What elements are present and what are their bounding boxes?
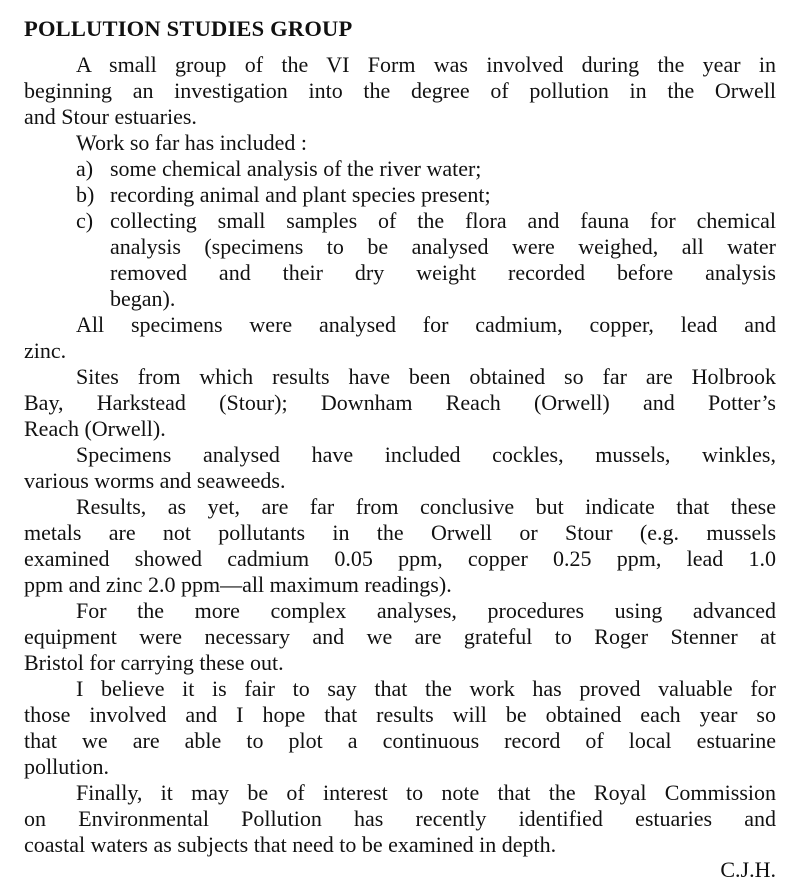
paragraph-sites-line-2: Bay, Harkstead (Stour); Downham Reach (Orwell) and Potter’s: [24, 390, 776, 415]
author-signature: C.J.H.: [720, 857, 776, 882]
list-item-a-text: some chemical analysis of the river water;: [110, 156, 482, 181]
list-item-c-line-4: began).: [110, 286, 176, 311]
paragraph-specimens-line-2: various worms and seaweeds.: [24, 468, 286, 493]
paragraph-1-line-3: and Stour estuaries.: [24, 104, 197, 129]
paragraph-valuable-line-2: those involved and I hope that results will be obtained each year so: [24, 702, 776, 727]
paragraph-results-line-2: metals are not pollutants in the Orwell or Stour (e.g. mussels: [24, 520, 776, 545]
list-item-c-label: c): [76, 208, 94, 233]
paragraph-sites-line-3: Reach (Orwell).: [24, 416, 166, 441]
article-title: POLLUTION STUDIES GROUP: [24, 16, 353, 41]
list-item-b-label: b): [76, 182, 95, 207]
list-item-c-line-3: removed and their dry weight recorded before analysis: [110, 260, 776, 285]
list-item-c-line-2: analysis (specimens to be analysed were weighed, all water: [110, 234, 776, 259]
paragraph-1-line-1: A small group of the VI Form was involved during the year in: [76, 52, 776, 77]
list-item-b: [76, 182, 776, 208]
list-item-a: [76, 156, 776, 182]
list-intro: Work so far has included :: [76, 130, 307, 155]
paragraph-finally-line-2: on Environmental Pollution has recently identified estuaries and: [24, 806, 776, 831]
paragraph-analyses-line-1: For the more complex analyses, procedures using advanced: [76, 598, 776, 623]
paragraph-results-line-4: ppm and zinc 2.0 ppm—all maximum readings).: [24, 572, 452, 597]
paragraph-sites-line-1: Sites from which results have been obtained so far are Holbrook: [76, 364, 776, 389]
paragraph-analyses-line-2: equipment were necessary and we are grateful to Roger Stenner at: [24, 624, 776, 649]
paragraph-1-line-2: beginning an investigation into the degree of pollution in the Orwell: [24, 78, 776, 103]
paragraph-results-line-3: examined showed cadmium 0.05 ppm, copper 0.25 ppm, lead 1.0: [24, 546, 776, 571]
paragraph-metals-line-2: zinc.: [24, 338, 67, 363]
paragraph-metals-line-1: All specimens were analysed for cadmium, copper, lead and: [76, 312, 776, 337]
paragraph-analyses-line-3: Bristol for carrying these out.: [24, 650, 284, 675]
paragraph-finally-line-1: Finally, it may be of interest to note that the Royal Commission: [76, 780, 776, 805]
paragraph-specimens-line-1: Specimens analysed have included cockles, mussels, winkles,: [76, 442, 776, 467]
paragraph-valuable-line-3: that we are able to plot a continuous record of local estuarine: [24, 728, 776, 753]
paragraph-valuable-line-1: I believe it is fair to say that the work has proved valuable for: [76, 676, 776, 701]
list-item-c-line-1: collecting small samples of the flora and fauna for chemical: [110, 208, 776, 233]
paragraph-results-line-1: Results, as yet, are far from conclusive but indicate that these: [76, 494, 776, 519]
list-item-b-text: recording animal and plant species present;: [110, 182, 491, 207]
paragraph-finally-line-3: coastal waters as subjects that need to be examined in depth.: [24, 832, 557, 857]
list-item-a-label: a): [76, 156, 94, 181]
paragraph-valuable-line-4: pollution.: [24, 754, 109, 779]
